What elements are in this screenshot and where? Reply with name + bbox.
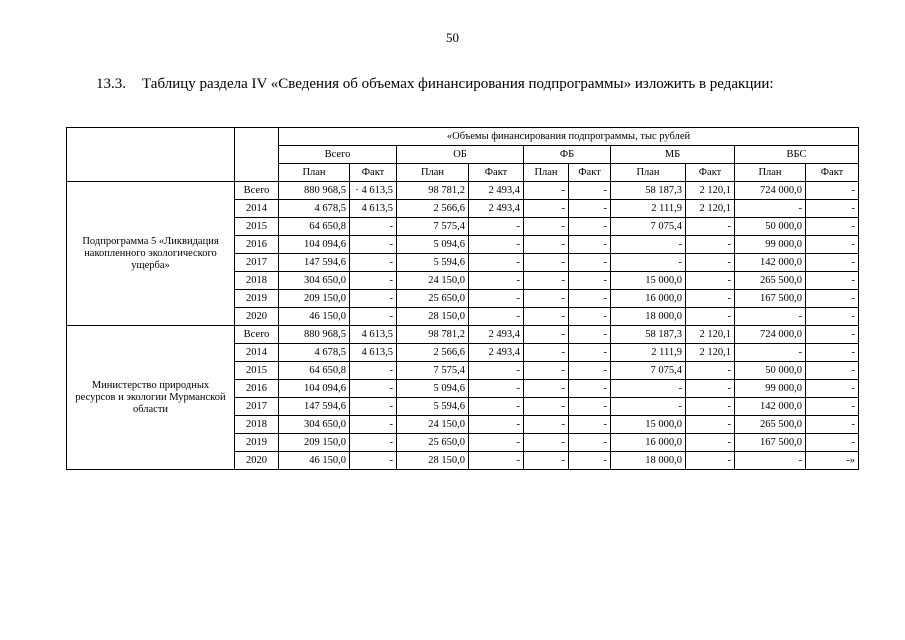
value-cell: · 4 613,5 xyxy=(350,182,397,200)
value-cell: - xyxy=(469,434,524,452)
value-cell: 4 613,5 xyxy=(350,200,397,218)
value-cell: - xyxy=(569,200,611,218)
value-cell: - xyxy=(611,236,686,254)
value-cell: 724 000,0 xyxy=(735,182,806,200)
table-caption: «Объемы финансирования подпрограммы, тыс рублей xyxy=(279,128,859,146)
value-cell: 4 678,5 xyxy=(279,344,350,362)
value-cell: - xyxy=(524,290,569,308)
value-cell: - xyxy=(806,398,859,416)
value-cell: 58 187,3 xyxy=(611,326,686,344)
value-cell: - xyxy=(569,326,611,344)
value-cell: 25 650,0 xyxy=(397,290,469,308)
value-cell: - xyxy=(469,254,524,272)
value-cell: 304 650,0 xyxy=(279,416,350,434)
value-cell: 265 500,0 xyxy=(735,272,806,290)
value-cell: - xyxy=(524,416,569,434)
value-cell: - xyxy=(806,182,859,200)
value-cell: - xyxy=(735,344,806,362)
value-cell: - xyxy=(569,398,611,416)
value-cell: 104 094,6 xyxy=(279,236,350,254)
section-heading xyxy=(96,76,774,93)
value-cell: - xyxy=(469,452,524,470)
source-header: МБ xyxy=(611,146,735,164)
value-cell: - xyxy=(806,272,859,290)
value-cell: - xyxy=(350,434,397,452)
period-cell: 2015 xyxy=(235,362,279,380)
value-cell: 209 150,0 xyxy=(279,290,350,308)
value-cell: - xyxy=(350,452,397,470)
value-cell: - xyxy=(350,362,397,380)
value-cell: 4 613,5 xyxy=(350,326,397,344)
value-cell: 50 000,0 xyxy=(735,362,806,380)
value-cell: 4 678,5 xyxy=(279,200,350,218)
value-cell: - xyxy=(686,254,735,272)
period-cell: 2020 xyxy=(235,452,279,470)
period-cell: 2018 xyxy=(235,416,279,434)
value-cell: 4 613,5 xyxy=(350,344,397,362)
value-cell: - xyxy=(524,380,569,398)
source-header: ВБС xyxy=(735,146,859,164)
value-cell: 25 650,0 xyxy=(397,434,469,452)
value-cell: - xyxy=(524,326,569,344)
value-cell: - xyxy=(735,452,806,470)
value-cell: - xyxy=(686,362,735,380)
financing-table xyxy=(66,127,859,470)
period-cell: 2019 xyxy=(235,434,279,452)
value-cell: - xyxy=(806,344,859,362)
value-cell: 98 781,2 xyxy=(397,326,469,344)
value-cell: - xyxy=(569,380,611,398)
value-cell: - xyxy=(350,290,397,308)
value-cell: - xyxy=(524,200,569,218)
value-cell: - xyxy=(569,362,611,380)
period-cell: Всего xyxy=(235,182,279,200)
section-number: 13.3. xyxy=(96,76,126,92)
value-cell: 2 111,9 xyxy=(611,344,686,362)
value-cell: - xyxy=(569,236,611,254)
value-cell: - xyxy=(469,362,524,380)
value-cell: - xyxy=(469,236,524,254)
value-cell: - xyxy=(686,434,735,452)
value-cell: 24 150,0 xyxy=(397,272,469,290)
table-caption-row xyxy=(67,128,859,146)
value-cell: - xyxy=(569,434,611,452)
value-cell: 5 594,6 xyxy=(397,254,469,272)
value-cell: - xyxy=(469,218,524,236)
table-row xyxy=(67,182,859,200)
value-cell: - xyxy=(686,218,735,236)
value-cell: - xyxy=(469,398,524,416)
period-cell: 2016 xyxy=(235,236,279,254)
owner-header-cell xyxy=(67,128,235,182)
period-cell: 2017 xyxy=(235,398,279,416)
value-cell: - xyxy=(806,326,859,344)
period-cell: 2014 xyxy=(235,344,279,362)
value-cell: - xyxy=(524,434,569,452)
value-cell: - xyxy=(524,218,569,236)
value-cell: 209 150,0 xyxy=(279,434,350,452)
period-cell: 2017 xyxy=(235,254,279,272)
value-cell: 265 500,0 xyxy=(735,416,806,434)
value-cell: - xyxy=(469,290,524,308)
value-cell: 16 000,0 xyxy=(611,290,686,308)
value-cell: - xyxy=(350,254,397,272)
value-cell: - xyxy=(524,398,569,416)
plan-header: План xyxy=(524,164,569,182)
value-cell: - xyxy=(686,380,735,398)
value-cell: 7 075,4 xyxy=(611,362,686,380)
value-cell: - xyxy=(611,380,686,398)
value-cell: 7 575,4 xyxy=(397,362,469,380)
value-cell: 15 000,0 xyxy=(611,416,686,434)
value-cell: - xyxy=(806,362,859,380)
value-cell: - xyxy=(569,452,611,470)
value-cell: 28 150,0 xyxy=(397,308,469,326)
period-cell: 2016 xyxy=(235,380,279,398)
owner-cell: Министерство природных ресурсов и экологии Мурманской области xyxy=(67,326,235,470)
period-header-cell xyxy=(235,128,279,182)
fact-header: Факт xyxy=(350,164,397,182)
value-cell: 99 000,0 xyxy=(735,380,806,398)
value-cell: - xyxy=(350,308,397,326)
value-cell: - xyxy=(524,272,569,290)
value-cell: - xyxy=(806,416,859,434)
value-cell: 167 500,0 xyxy=(735,434,806,452)
value-cell: 7 075,4 xyxy=(611,218,686,236)
value-cell: - xyxy=(735,200,806,218)
value-cell: 147 594,6 xyxy=(279,254,350,272)
value-cell: - xyxy=(524,236,569,254)
value-cell: - xyxy=(469,380,524,398)
value-cell: - xyxy=(686,416,735,434)
value-cell: 5 594,6 xyxy=(397,398,469,416)
fact-header: Факт xyxy=(806,164,859,182)
value-cell: - xyxy=(524,254,569,272)
section-text: Таблицу раздела IV «Сведения об объемах финансирования подпрограммы» изложить в редакции: xyxy=(142,76,774,92)
value-cell: 18 000,0 xyxy=(611,308,686,326)
value-cell: - xyxy=(524,308,569,326)
value-cell: 2 120,1 xyxy=(686,182,735,200)
value-cell: 98 781,2 xyxy=(397,182,469,200)
value-cell: - xyxy=(686,452,735,470)
value-cell: 18 000,0 xyxy=(611,452,686,470)
value-cell: - xyxy=(611,398,686,416)
value-cell: 7 575,4 xyxy=(397,218,469,236)
source-header: ОБ xyxy=(397,146,524,164)
value-cell: 147 594,6 xyxy=(279,398,350,416)
period-cell: 2014 xyxy=(235,200,279,218)
value-cell: - xyxy=(569,344,611,362)
value-cell: - xyxy=(735,308,806,326)
value-cell: - xyxy=(350,236,397,254)
owner-cell: Подпрограмма 5 «Ликвидация накопленного экологического ущерба» xyxy=(67,182,235,326)
value-cell: - xyxy=(686,290,735,308)
value-cell: 880 968,5 xyxy=(279,326,350,344)
value-cell: 24 150,0 xyxy=(397,416,469,434)
value-cell: - xyxy=(350,398,397,416)
value-cell: 58 187,3 xyxy=(611,182,686,200)
value-cell: 5 094,6 xyxy=(397,380,469,398)
value-cell: 880 968,5 xyxy=(279,182,350,200)
plan-header: План xyxy=(611,164,686,182)
fact-header: Факт xyxy=(569,164,611,182)
value-cell: 142 000,0 xyxy=(735,398,806,416)
plan-header: План xyxy=(735,164,806,182)
page-number: 50 xyxy=(446,30,459,45)
value-cell: 2 493,4 xyxy=(469,200,524,218)
value-cell: 2 120,1 xyxy=(686,344,735,362)
value-cell: - xyxy=(569,416,611,434)
value-cell: 50 000,0 xyxy=(735,218,806,236)
value-cell: - xyxy=(806,218,859,236)
value-cell: 2 120,1 xyxy=(686,326,735,344)
value-cell: 2 493,4 xyxy=(469,182,524,200)
value-cell: - xyxy=(569,182,611,200)
value-cell: - xyxy=(569,290,611,308)
value-cell: - xyxy=(350,218,397,236)
period-cell: 2019 xyxy=(235,290,279,308)
value-cell: - xyxy=(569,308,611,326)
value-cell: 724 000,0 xyxy=(735,326,806,344)
source-header: ФБ xyxy=(524,146,611,164)
value-cell: 2 111,9 xyxy=(611,200,686,218)
value-cell: - xyxy=(524,344,569,362)
value-cell: 2 566,6 xyxy=(397,200,469,218)
value-cell: - xyxy=(686,308,735,326)
value-cell: 64 650,8 xyxy=(279,218,350,236)
value-cell: - xyxy=(524,362,569,380)
value-cell: - xyxy=(686,398,735,416)
value-cell: 15 000,0 xyxy=(611,272,686,290)
value-cell: - xyxy=(350,416,397,434)
value-cell: - xyxy=(806,308,859,326)
value-cell: - xyxy=(469,416,524,434)
value-cell: 304 650,0 xyxy=(279,272,350,290)
value-cell: 2 493,4 xyxy=(469,344,524,362)
period-cell: Всего xyxy=(235,326,279,344)
value-cell: - xyxy=(806,200,859,218)
value-cell: - xyxy=(569,218,611,236)
value-cell: - xyxy=(806,254,859,272)
value-cell: - xyxy=(806,434,859,452)
value-cell: - xyxy=(569,254,611,272)
period-cell: 2015 xyxy=(235,218,279,236)
value-cell: 46 150,0 xyxy=(279,452,350,470)
period-cell: 2020 xyxy=(235,308,279,326)
value-cell: - xyxy=(524,182,569,200)
value-cell: - xyxy=(806,290,859,308)
table-body xyxy=(67,182,859,470)
value-cell: -» xyxy=(806,452,859,470)
value-cell: 142 000,0 xyxy=(735,254,806,272)
fact-header: Факт xyxy=(686,164,735,182)
value-cell: - xyxy=(569,272,611,290)
value-cell: 5 094,6 xyxy=(397,236,469,254)
value-cell: 28 150,0 xyxy=(397,452,469,470)
period-cell: 2018 xyxy=(235,272,279,290)
value-cell: - xyxy=(686,236,735,254)
value-cell: - xyxy=(350,272,397,290)
value-cell: 16 000,0 xyxy=(611,434,686,452)
value-cell: 2 566,6 xyxy=(397,344,469,362)
value-cell: - xyxy=(611,254,686,272)
value-cell: - xyxy=(806,236,859,254)
value-cell: - xyxy=(469,272,524,290)
value-cell: - xyxy=(686,272,735,290)
value-cell: - xyxy=(350,380,397,398)
value-cell: 2 120,1 xyxy=(686,200,735,218)
value-cell: - xyxy=(469,308,524,326)
fact-header: Факт xyxy=(469,164,524,182)
value-cell: 64 650,8 xyxy=(279,362,350,380)
value-cell: - xyxy=(524,452,569,470)
value-cell: 104 094,6 xyxy=(279,380,350,398)
table-row xyxy=(67,326,859,344)
value-cell: 46 150,0 xyxy=(279,308,350,326)
plan-header: План xyxy=(397,164,469,182)
source-header: Всего xyxy=(279,146,397,164)
plan-header: План xyxy=(279,164,350,182)
value-cell: 2 493,4 xyxy=(469,326,524,344)
value-cell: 167 500,0 xyxy=(735,290,806,308)
value-cell: 99 000,0 xyxy=(735,236,806,254)
value-cell: - xyxy=(806,380,859,398)
